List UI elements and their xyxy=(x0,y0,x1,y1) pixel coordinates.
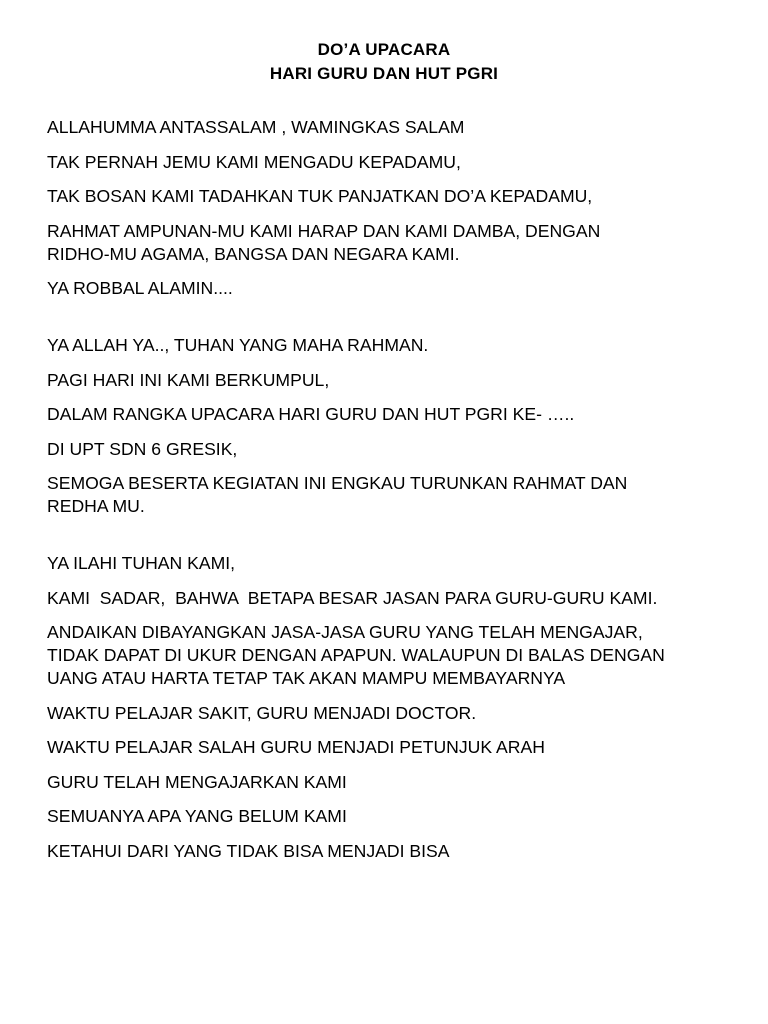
paragraph: ANDAIKAN DIBAYANGKAN JASA-JASA GURU YANG TELAH MENGAJAR, TIDAK DAPAT DI UKUR DENGAN APAPUN. WALAUPUN DI BALAS DENGAN UANG ATAU HARTA TETAP TAK AKAN MAMPU MEMBAYARNYA xyxy=(47,622,665,688)
paragraph: RAHMAT AMPUNAN-MU KAMI HARAP DAN KAMI DAMBA, DENGAN RIDHO-MU AGAMA, BANGSA DAN NEGARA KAMI. xyxy=(47,220,601,264)
paragraph: KETAHUI DARI YANG TIDAK BISA MENJADI BISA xyxy=(47,840,450,861)
paragraph: PAGI HARI INI KAMI BERKUMPUL, xyxy=(47,369,330,390)
document-subtitle: HARI GURU DAN HUT PGRI xyxy=(269,64,499,83)
paragraph: YA ROBBAL ALAMIN.... xyxy=(47,278,233,298)
paragraph: YA ILAHI TUHAN KAMI, xyxy=(47,553,236,573)
paragraph: ALLAHUMMA ANTASSALAM , WAMINGKAS SALAM xyxy=(47,117,465,137)
paragraph: KAMI SADAR, BAHWA BETAPA BESAR JASAN PARA GURU-GURU KAMI. xyxy=(47,587,658,608)
paragraph: TAK BOSAN KAMI TADAHKAN TUK PANJATKAN DO’A KEPADAMU, xyxy=(47,186,593,206)
paragraph: GURU TELAH MENGAJARKAN KAMI xyxy=(47,771,347,792)
paragraph: WAKTU PELAJAR SALAH GURU MENJADI PETUNJUK ARAH xyxy=(47,737,545,757)
paragraph: WAKTU PELAJAR SAKIT, GURU MENJADI DOCTOR. xyxy=(47,702,477,723)
paragraph: TAK PERNAH JEMU KAMI MENGADU KEPADAMU, xyxy=(47,151,461,172)
paragraph: DALAM RANGKA UPACARA HARI GURU DAN HUT PGRI KE- ….. xyxy=(47,404,575,424)
document-body xyxy=(47,116,737,874)
document-title: DO’A UPACARA xyxy=(317,40,451,59)
paragraph: YA ALLAH YA.., TUHAN YANG MAHA RAHMAN. xyxy=(47,335,429,355)
paragraph: SEMOGA BESERTA KEGIATAN INI ENGKAU TURUNKAN RAHMAT DAN REDHA MU. xyxy=(47,473,628,516)
paragraph: DI UPT SDN 6 GRESIK, xyxy=(47,438,238,459)
paragraph: SEMUANYA APA YANG BELUM KAMI xyxy=(47,806,347,826)
